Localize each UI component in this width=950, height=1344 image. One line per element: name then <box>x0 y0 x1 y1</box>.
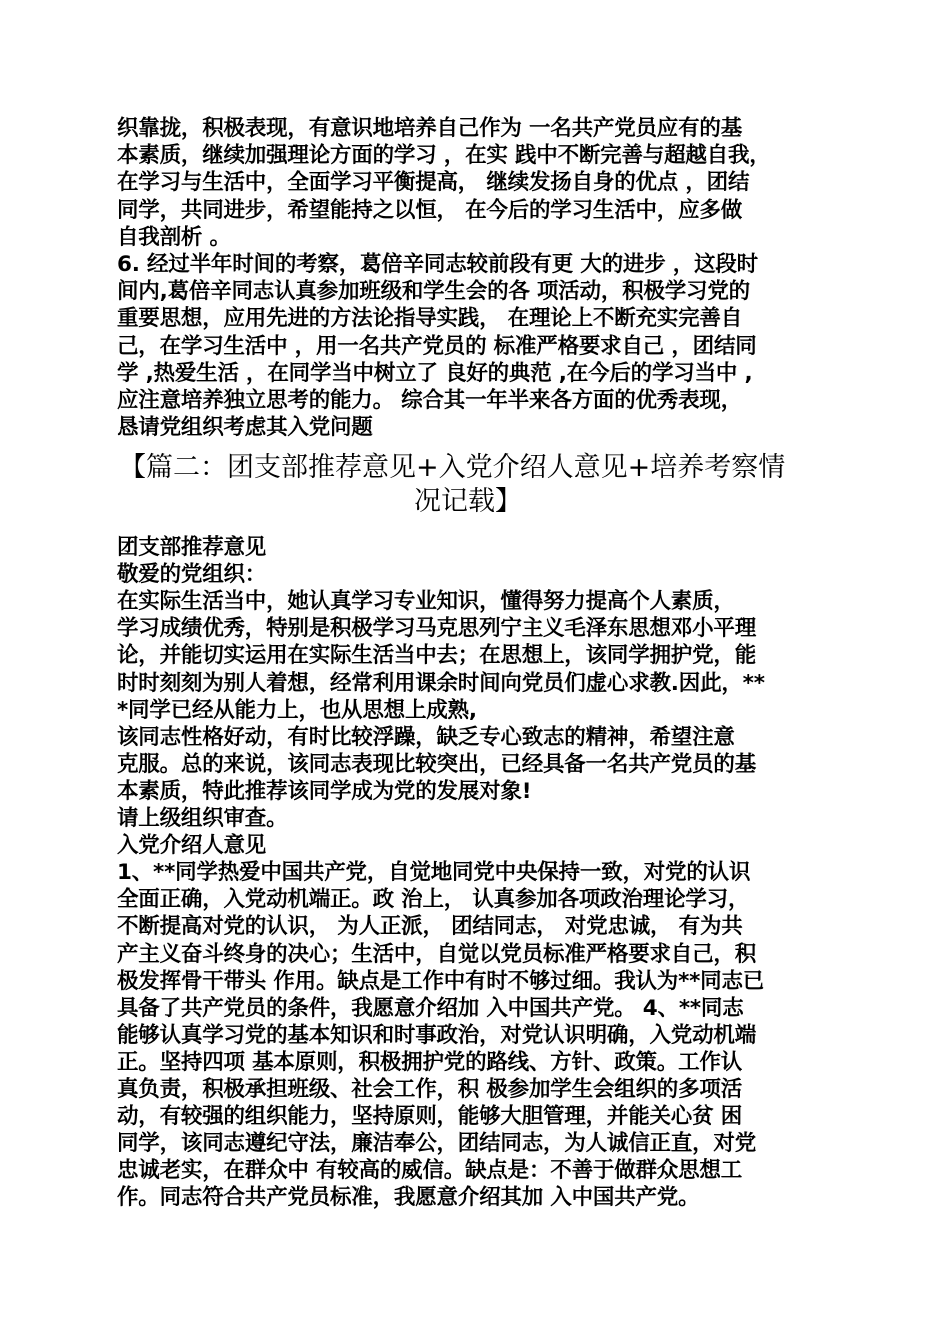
text-line: 本素质，继续加强理论方面的学习 ，在实 践中不断完善与超越自我， <box>117 143 771 169</box>
text-line: 该同志性格好动，有时比较浮躁，缺乏专心致志的精神，希望注意 <box>117 724 735 750</box>
text-line: 己，在学习生活中 ，用一名共产党员的 标准严格要求自己 ，团结同 <box>117 333 757 359</box>
text-line: 学 ,热爱生活 ，在同学当中树立了 良好的典范 ,在今后的学习当中 , <box>117 360 753 386</box>
text-line: 能够认真学习党的基本知识和时事政治，对党认识明确，入党动机端 <box>117 1022 757 1048</box>
text-line: 织靠拢，积极表现，有意识地培养自己作为 一名共产党员应有的基 <box>117 116 742 141</box>
section-heading-line-1: 【篇二：团支部推荐意见+入党介绍人意见+培养考察情 <box>119 452 786 483</box>
text-line: 动，有较强的组织能力，坚持原则，能够大胆管理，并能关心贫 困 <box>117 1104 742 1130</box>
text-line: 真负责，积极承担班级、社会工作，积 极参加学生会组织的多项活 <box>117 1077 742 1102</box>
text-line: 忠诚老实，在群众中 有较高的威信。缺点是：不善于做群众思想工 <box>117 1158 742 1184</box>
text-line: 同学，共同进步，希望能持之以恒， 在今后的学习生活中，应多做 <box>117 197 742 223</box>
text-line: 全面正确，入党动机端正。政 治上， 认真参加各项政治理论学习， <box>117 887 750 913</box>
text-line: 不断提高对党的认识， 为人正派， 团结同志， 对党忠诚， 有为共 <box>117 914 743 940</box>
text-line: 重要思想，应用先进的方法论指导实践， 在理论上不断充实完善自 <box>117 306 742 332</box>
text-line: 产主义奋斗终身的决心；生活中，自觉以党员标准严格要求自己，积 <box>117 941 757 967</box>
text-line: 时时刻刻为别人着想，经常利用课余时间向党员们虚心求教.因此，** <box>117 670 765 696</box>
text-line: 同学，该同志遵纪守法，廉洁奉公，团结同志，为人诚信正直，对党 <box>117 1131 757 1157</box>
text-line: 本素质，特此推荐该同学成为党的发展对象! <box>117 778 532 804</box>
text-line: 1、**同学热爱中国共产党，自觉地同党中央保持一致，对党的认识 <box>117 860 751 886</box>
text-line: 作。同志符合共产党员标准，我愿意介绍其加 入中国共产党。 <box>117 1185 700 1211</box>
text-line: 自我剖析 。 <box>117 224 231 250</box>
text-line: 间内,葛倍辛同志认真参加班级和学生会的各 项活动，积极学习党的 <box>117 279 750 305</box>
text-line: 正。坚持四项 基本原则，积极拥护党的路线、方针、政策。工作认 <box>117 1049 742 1075</box>
text-line: 极发挥骨干带头 作用。缺点是工作中有时不够过细。我认为**同志已 <box>117 968 765 994</box>
text-line: 恳请党组织考虑其入党问题 <box>117 415 373 441</box>
text-line: 应注意培养独立思考的能力。 综合其一年半来各方面的优秀表现， <box>117 388 742 413</box>
text-line: 团支部推荐意见 <box>117 535 267 560</box>
text-line: 具备了共产党员的条件，我愿意介绍加 入中国共产党。 4、**同志 <box>117 995 744 1021</box>
text-line: 论，并能切实运用在实际生活当中去；在思想上，该同学拥护党，能 <box>117 643 757 669</box>
section-heading-line-2: 况记载】 <box>414 486 522 517</box>
text-line: 入党介绍人意见 <box>117 833 267 859</box>
text-line: 在实际生活当中，她认真学习专业知识，懂得努力提高个人素质， <box>117 589 735 615</box>
text-line: 请上级组织审查。 <box>117 806 288 831</box>
text-line: 敬爱的党组织： <box>117 562 267 588</box>
text-line: 在学习与生活中，全面学习平衡提高， 继续发扬自身的优点 ，团结 <box>117 170 750 196</box>
text-line: 学习成绩优秀，特别是积极学习马克思列宁主义毛泽东思想邓小平理 <box>117 616 757 642</box>
text-line: *同学已经从能力上，也从思想上成熟, <box>117 697 477 723</box>
text-line: 克服。总的来说，该同志表现比较突出，已经具备一名共产党员的基 <box>117 751 757 777</box>
text-line: 6. 经过半年时间的考察，葛倍辛同志较前段有更 大的进步 ，这段时 <box>117 252 758 277</box>
